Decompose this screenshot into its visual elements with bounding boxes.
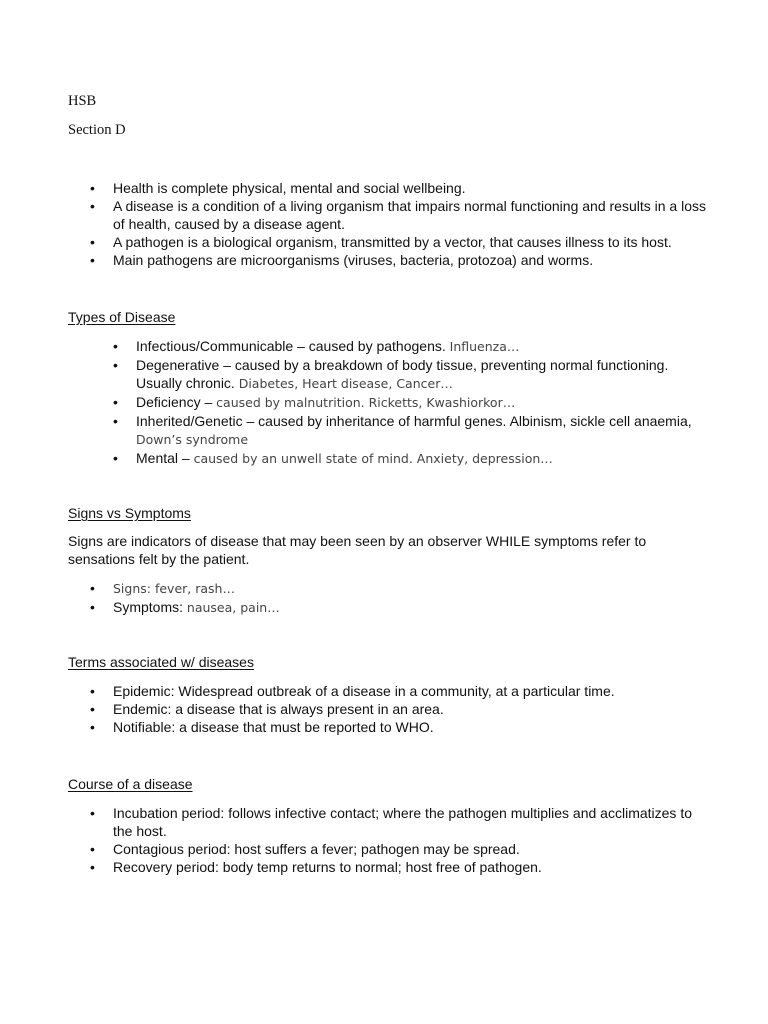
course-heading: Course of a disease [68,776,193,792]
list-item: • Signs: fever, rash… [90,579,690,598]
list-item: • Health is complete physical, mental and social wellbeing. [90,179,710,197]
doc-title: HSB [68,93,97,109]
terms-heading: Terms associated w/ diseases [68,654,254,670]
list-item: • Symptoms: nausea, pain… [90,598,690,617]
list-item: • Endemic: a disease that is always present in an area. [90,700,710,718]
signs-paragraph: Signs are indicators of disease that may been seen by an observer WHILE symptoms refer to sensations felt by the patient. [68,533,647,567]
signs-heading: Signs vs Symptoms [68,505,191,521]
types-list [113,337,693,468]
types-heading: Types of Disease [68,309,176,325]
list-item: • Incubation period: follows infective contact; where the pathogen multiplies and acclimatizes to the host. [90,804,700,840]
list-item: • A disease is a condition of a living organism that impairs normal functioning and results in a loss of health, caused by a disease agent. [90,197,710,233]
list-item: • Deficiency – caused by malnutrition. Ricketts, Kwashiorkor… [113,393,693,412]
section-label: Section D [68,122,126,138]
list-item: • Epidemic: Widespread outbreak of a disease in a community, at a particular time. [90,682,710,700]
intro-list [90,179,710,269]
list-item: • Mental – caused by an unwell state of mind. Anxiety, depression… [113,449,693,468]
list-item: • Notifiable: a disease that must be reported to WHO. [90,718,710,736]
list-item: • Main pathogens are microorganisms (viruses, bacteria, protozoa) and worms. [90,251,710,269]
signs-list [90,579,690,617]
list-item: • Degenerative – caused by a breakdown of body tissue, preventing normal functioning. Usually chronic. Diabetes, Heart disease, Cancer… [113,356,693,393]
list-item: • A pathogen is a biological organism, transmitted by a vector, that causes illness to its host. [90,233,710,251]
terms-list [90,682,710,736]
list-item: • Recovery period: body temp returns to normal; host free of pathogen. [90,858,700,876]
course-list [90,804,700,876]
list-item: • Inherited/Genetic – caused by inheritance of harmful genes. Albinism, sickle cell anaemia, Down’s syndrome [113,412,693,449]
list-item: • Contagious period: host suffers a fever; pathogen may be spread. [90,840,700,858]
list-item: • Infectious/Communicable – caused by pathogens. Influenza… [113,337,693,356]
